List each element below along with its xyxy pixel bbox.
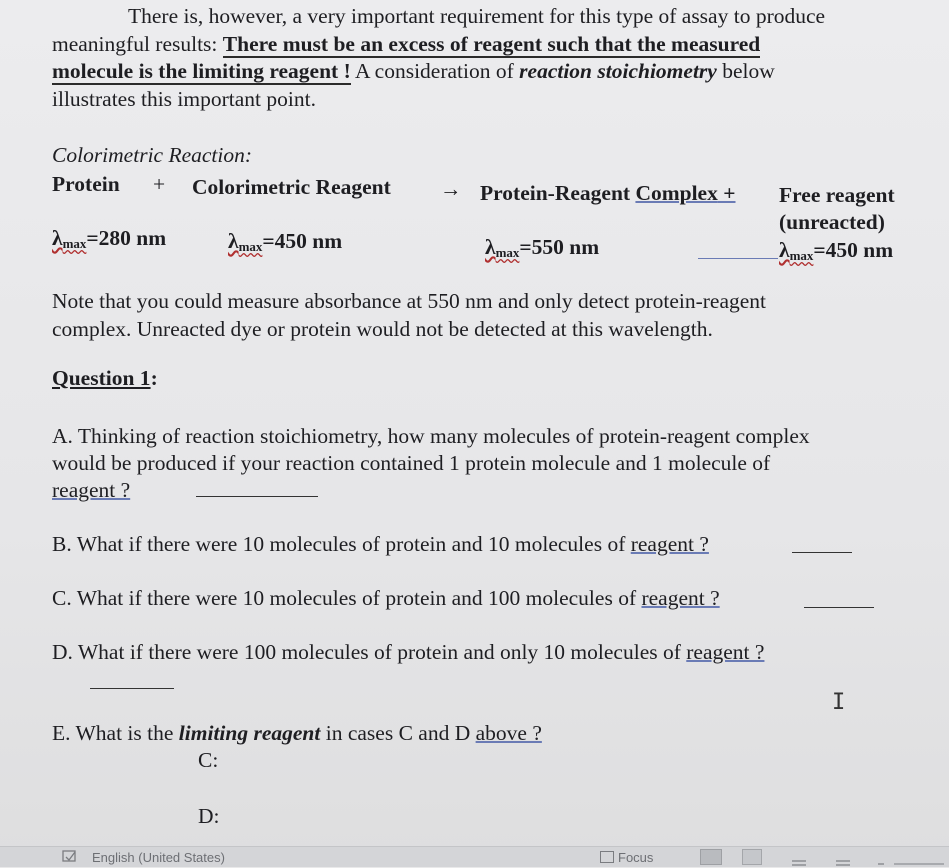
note-line-2: complex. Unreacted dye or protein would not be detected at this wavelength. [52, 317, 713, 341]
lambda-symbol: λ [485, 235, 496, 259]
reaction-plus-2: + [717, 181, 736, 205]
intro-emphasis-1: There must be an excess of reagent such that the measured [222, 32, 761, 56]
lambda-value: =280 nm [86, 226, 167, 250]
lambda-symbol: λ [52, 226, 63, 250]
spellcheck-icon[interactable] [62, 850, 78, 866]
lambda-sub: max [495, 245, 520, 260]
intro-line-4: illustrates this important point. [52, 87, 316, 111]
lambda-symbol: λ [228, 229, 239, 253]
question-a-line-2: would be produced if your reaction contained 1 protein molecule and 1 molecule of [52, 451, 771, 475]
question-e-above: above ? [475, 721, 542, 745]
lambda-symbol: λ [779, 238, 790, 262]
reaction-free-reagent: Free reagent [779, 183, 895, 207]
answer-blank-d[interactable] [90, 688, 174, 689]
lambda-free [779, 237, 893, 269]
question-a-line-3 [52, 477, 130, 503]
intro-emphasis-2: molecule is the limiting reagent ! [52, 59, 351, 83]
print-layout-view-icon[interactable] [700, 849, 722, 868]
reaction-product-a: Protein-Reagent [480, 181, 636, 205]
language-indicator[interactable]: English (United States) [92, 850, 225, 865]
intro-line-1: There is, however, a very important requirement for this type of assay to produce [128, 4, 826, 28]
lambda-value: =450 nm [262, 229, 343, 253]
focus-button[interactable] [600, 850, 653, 865]
underline-rule [698, 258, 778, 259]
question-b [52, 531, 709, 557]
reaction-arrow-icon: → [440, 177, 462, 201]
text-cursor-icon: I [832, 690, 846, 715]
status-bar [0, 846, 949, 867]
focus-label: Focus [618, 850, 654, 865]
lambda-reagent [228, 228, 342, 260]
reaction-reagent: Colorimetric Reagent [192, 175, 391, 199]
reaction-heading: Colorimetric Reaction: [52, 143, 253, 167]
answer-blank-c[interactable] [804, 607, 874, 608]
answer-d-label: D: [198, 804, 220, 828]
intro-line-3-post: below [716, 59, 775, 83]
intro-line-3 [52, 58, 775, 84]
question-d-reagent: reagent ? [686, 640, 765, 664]
lambda-sub: max [62, 236, 87, 251]
question-title [52, 365, 158, 391]
question-title-text: Question 1 [52, 366, 151, 390]
question-c-text: C. What if there were 10 molecules of protein and 100 molecules of [52, 586, 642, 610]
question-a-reagent: reagent ? [52, 478, 131, 502]
reaction-plus-1: + [153, 172, 166, 196]
question-title-colon: : [150, 366, 158, 390]
intro-line-2 [52, 31, 760, 57]
lambda-value: =550 nm [519, 235, 600, 259]
question-a-line-1: A. Thinking of reaction stoichiometry, how many molecules of protein-reagent complex [52, 424, 810, 448]
lambda-value: =450 nm [813, 238, 894, 262]
lambda-complex [485, 234, 599, 266]
lambda-sub: max [238, 239, 263, 254]
reaction-protein: Protein [52, 172, 120, 196]
question-b-text: B. What if there were 10 molecules of protein and 10 molecules of [52, 532, 631, 556]
question-d-text: D. What if there were 100 molecules of protein and only 10 molecules of [52, 640, 687, 664]
question-e-pre: E. What is the [52, 721, 179, 745]
question-c-reagent: reagent ? [641, 586, 720, 610]
reaction-product [480, 180, 736, 206]
web-layout-view-icon[interactable] [742, 849, 762, 868]
question-d [52, 639, 764, 665]
reaction-product-b: Complex [635, 181, 718, 205]
question-b-reagent: reagent ? [630, 532, 709, 556]
question-e [52, 720, 542, 746]
intro-line-3-mid: A consideration of [350, 59, 520, 83]
intro-emphasis-3: reaction stoichiometry [519, 59, 717, 83]
focus-icon [600, 851, 614, 863]
draft-view-icon[interactable] [836, 850, 850, 865]
question-c [52, 585, 720, 611]
lambda-sub: max [789, 248, 814, 263]
outline-view-icon[interactable] [792, 850, 806, 865]
note-line-1: Note that you could measure absorbance at 550 nm and only detect protein-reagent [52, 289, 767, 313]
lambda-protein [52, 225, 166, 257]
intro-line-2-text: meaningful results: [52, 32, 223, 56]
question-e-emphasis: limiting reagent [178, 721, 321, 745]
question-e-mid: in cases C and D [320, 721, 476, 745]
answer-blank-a[interactable] [196, 496, 318, 497]
reaction-unreacted: (unreacted) [779, 210, 885, 234]
answer-c-label: C: [198, 748, 219, 772]
answer-blank-b[interactable] [792, 552, 852, 553]
